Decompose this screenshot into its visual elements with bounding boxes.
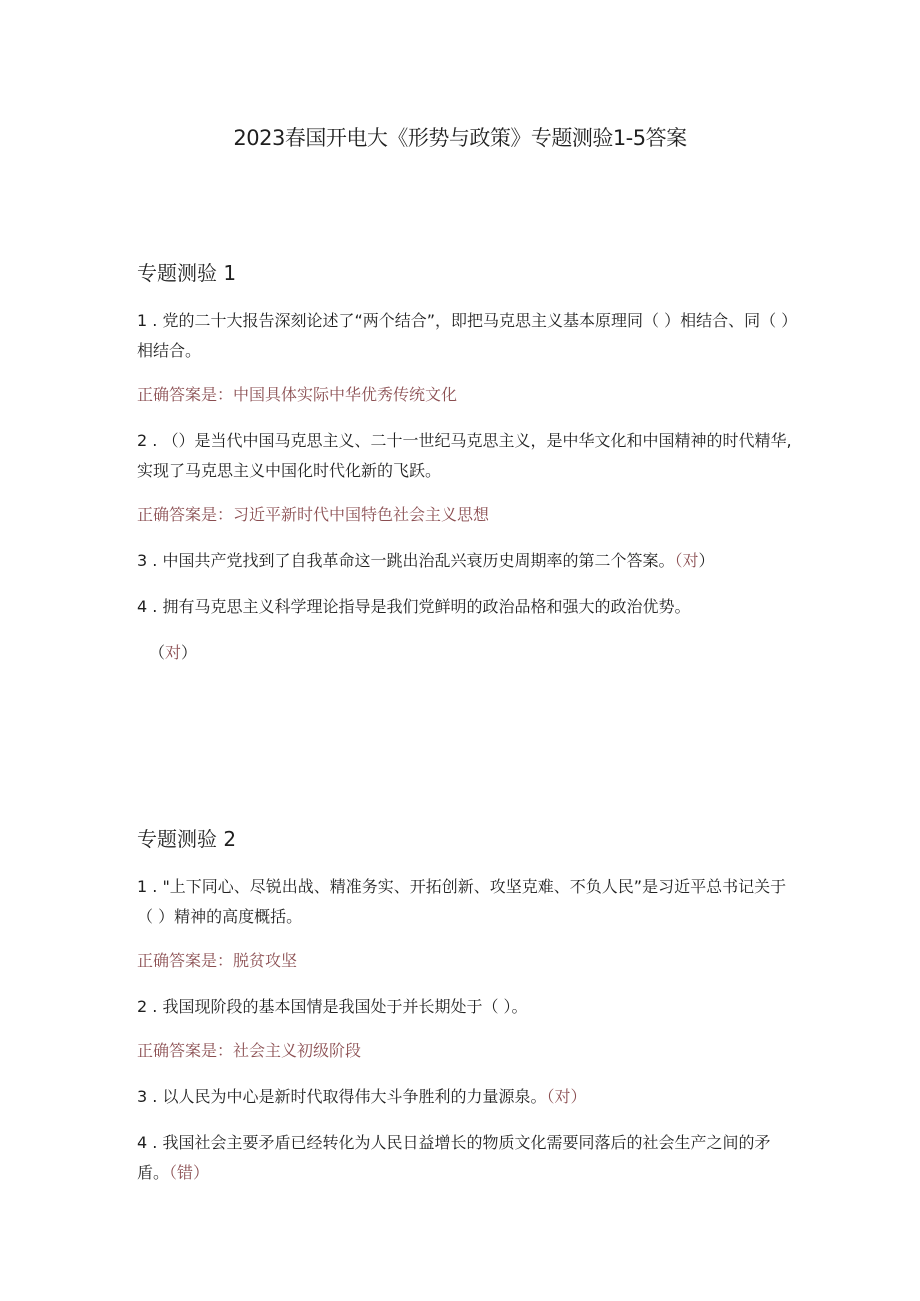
question-4-answer-line (137, 638, 797, 668)
answer-2: 正确答案是：社会主义初级阶段 (137, 1041, 362, 1060)
question-2: 2 . 我国现阶段的基本国情是我国处于并长期处于（ ）。 (137, 997, 528, 1016)
question-4: 4 . 拥有马克思主义科学理论指导是我们党鲜明的政治品格和强大的政治优势。 (137, 597, 691, 616)
question-4-answer: 错 (177, 1163, 194, 1182)
question-3-answer-close: ） (698, 551, 715, 570)
question-3-text: 3 . 中国共产党找到了自我革命这一跳出治乱兴衰历史周期率的第二个答案。 (137, 551, 675, 570)
question-4 (137, 1128, 797, 1188)
answer-2: 正确答案是：习近平新时代中国特色社会主义思想 (137, 505, 490, 524)
question-4-answer: 对 (165, 643, 182, 662)
question-2: 2 . （）是当代中国马克思主义、二十一世纪马克思主义，是中华文化和中国精神的时代精华,实现了马克思主义中国化时代化新的飞跃。 (137, 431, 792, 480)
question-1: 1 . 党的二十大报告深刻论述了“两个结合”，即把马克思主义基本原理同（ ）相结合、同（ ）相结合。 (137, 311, 790, 360)
question-3-answer-close: ） (570, 1087, 587, 1106)
question-4-answer-close: ） (181, 643, 198, 662)
question-3-answer: 对 (682, 551, 699, 570)
quiz-section-2 (137, 824, 797, 1204)
section-title: 专题测验 2 (137, 827, 237, 851)
question-3-answer: 对 (554, 1087, 571, 1106)
quiz-section-1 (137, 258, 797, 668)
question-4-answer-open: （ (169, 1163, 178, 1182)
question-1: 1 . "上下同心、尽锐出战、精准务实、开拓创新、攻坚克难、不负人民”是习近平总书记关于（ ）精神的高度概括。 (137, 877, 787, 926)
question-3 (137, 1082, 797, 1112)
document-title: 2023春国开电大《形势与政策》专题测验1-5答案 (233, 126, 687, 150)
question-3-text: 3 . 以人民为中心是新时代取得伟大斗争胜利的力量源泉。 (137, 1087, 547, 1106)
question-3 (137, 546, 797, 576)
question-3-answer-open: （ (546, 1087, 555, 1106)
section-title: 专题测验 1 (137, 261, 237, 285)
answer-1: 正确答案是：脱贫攻坚 (137, 951, 298, 970)
question-4-text: 4 . 我国社会主要矛盾已经转化为人民日益增长的物质文化需要同落后的社会生产之间的矛盾。 (137, 1133, 771, 1182)
answer-1: 正确答案是：中国具体实际中华优秀传统文化 (137, 385, 458, 404)
question-4-answer-close: ） (193, 1163, 210, 1182)
question-3-answer-open: （ (674, 551, 683, 570)
question-4-answer-open: （ (149, 643, 166, 662)
